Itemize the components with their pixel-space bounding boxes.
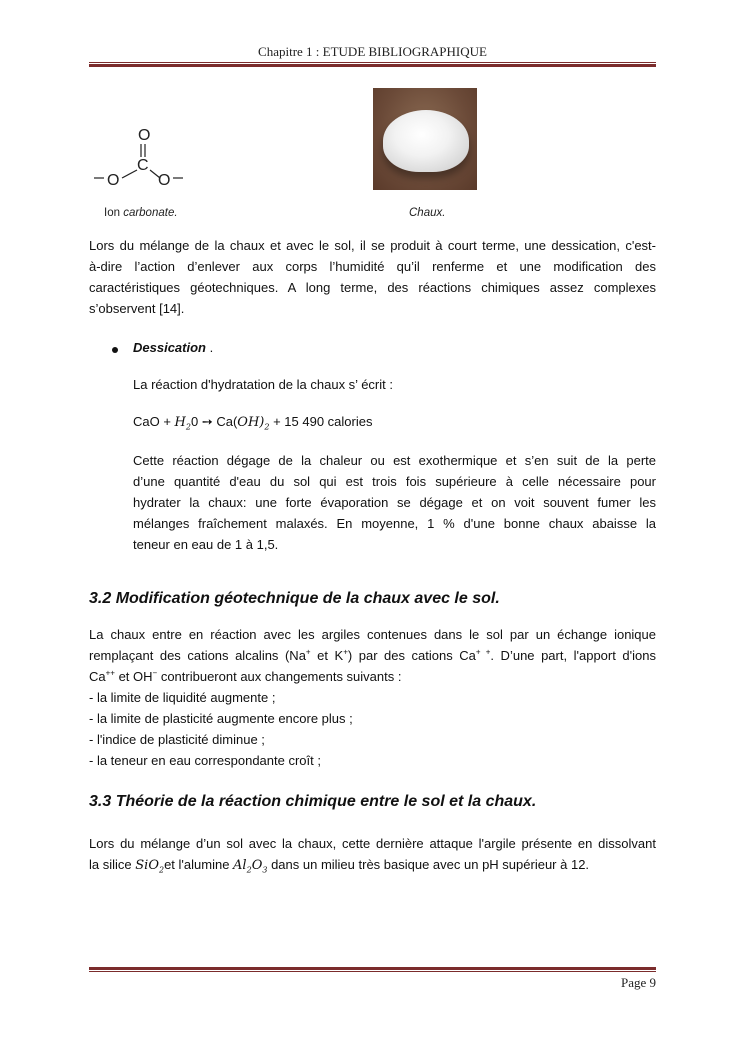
- s32-line: remplaçant des cations alcalins (Na+ et K+) par des cations Ca+ +. D’une part, l'apport d'ions: [89, 647, 656, 663]
- lime-powder-image: [373, 88, 477, 190]
- s33-line: la silice SiO$_2$et l'alumine $Al_2O_3$ dans un milieu très basique avec un pH supérieur à 12.: [89, 857, 590, 875]
- hydration-equation: CaO + $H_20$ ➙ $Ca(OH)_2 + 15$ 490 calories: [133, 414, 373, 432]
- s32-line: La chaux entre en réaction avec les argiles contenues dans le sol par un échange ionique: [89, 627, 656, 642]
- carbonate-structure-diagram: [90, 122, 200, 194]
- bullet-dot: [112, 347, 118, 353]
- desc-line: hydrater la chaux: une forte évaporation se dégage et on voit souvent fumer les: [133, 495, 656, 510]
- section-32-heading: 3.2 Modification géotechnique de la chaux avec le sol.: [89, 590, 500, 607]
- list-item: - la limite de plasticité augmente encore plus ;: [89, 711, 353, 726]
- atom-o-right: O: [158, 172, 171, 189]
- s33-line: Lors du mélange d’un sol avec la chaux, cette dernière attaque l'argile présente en dissolvant: [89, 836, 656, 851]
- header-rule-thick: [89, 64, 656, 67]
- list-item: - la teneur en eau correspondante croît ;: [89, 753, 321, 768]
- intro-paragraph: [89, 235, 656, 319]
- list-item: - l'indice de plasticité diminue ;: [89, 732, 265, 747]
- footer-rule-thin: [89, 971, 656, 972]
- reaction-intro: La réaction d'hydratation de la chaux s’ écrit :: [133, 377, 393, 392]
- section-33-paragraph: [89, 833, 656, 876]
- header-rule-thin: [89, 62, 656, 63]
- intro-line: s’observent [14].: [89, 301, 185, 316]
- atom-o-top: O: [138, 127, 151, 144]
- intro-line: Lors du mélange de la chaux et avec le sol, il se produit à court terme, une dessication, c'est-: [89, 238, 656, 253]
- reaction-description: [133, 450, 656, 555]
- section-33-heading: 3.3 Théorie de la réaction chimique entre le sol et la chaux.: [89, 793, 537, 810]
- desc-line: teneur en eau de 1 à 1,5.: [133, 537, 279, 552]
- carbonate-caption: Ion carbonate.: [104, 207, 178, 219]
- footer-rule-thick: [89, 967, 656, 970]
- intro-line: caractéristiques géotechniques. A long terme, des réactions chimiques assez complexes: [89, 280, 656, 295]
- atom-o-left: O: [107, 172, 120, 189]
- reaction-arrow-icon: ➙: [201, 414, 213, 429]
- desc-line: Cette réaction dégage de la chaleur ou est exothermique et s’en suit de la perte: [133, 453, 656, 468]
- section-32-paragraph: [89, 624, 656, 771]
- bullet-dessication: Dessication .: [133, 340, 214, 355]
- desc-line: d’une quantité d'eau du sol qui est trois fois supérieure à celle nécessaire pour: [133, 474, 656, 489]
- page-number: Page 9: [620, 975, 656, 990]
- page-header-title: Chapitre 1 : ETUDE BIBLIOGRAPHIQUE: [258, 44, 487, 59]
- list-item: - la limite de liquidité augmente ;: [89, 690, 276, 705]
- s32-line: Ca++ et OH− contribueront aux changements suivants :: [89, 668, 402, 684]
- desc-line: mélanges fraîchement malaxés. En moyenne, 1 % d'une bonne chaux abaisse la: [133, 516, 656, 531]
- atom-c: C: [137, 157, 149, 174]
- lime-caption: Chaux.: [409, 207, 446, 219]
- intro-line: à-dire l’action d’enlever aux corps l’humidité qu’il renferme et une modification des: [89, 259, 656, 274]
